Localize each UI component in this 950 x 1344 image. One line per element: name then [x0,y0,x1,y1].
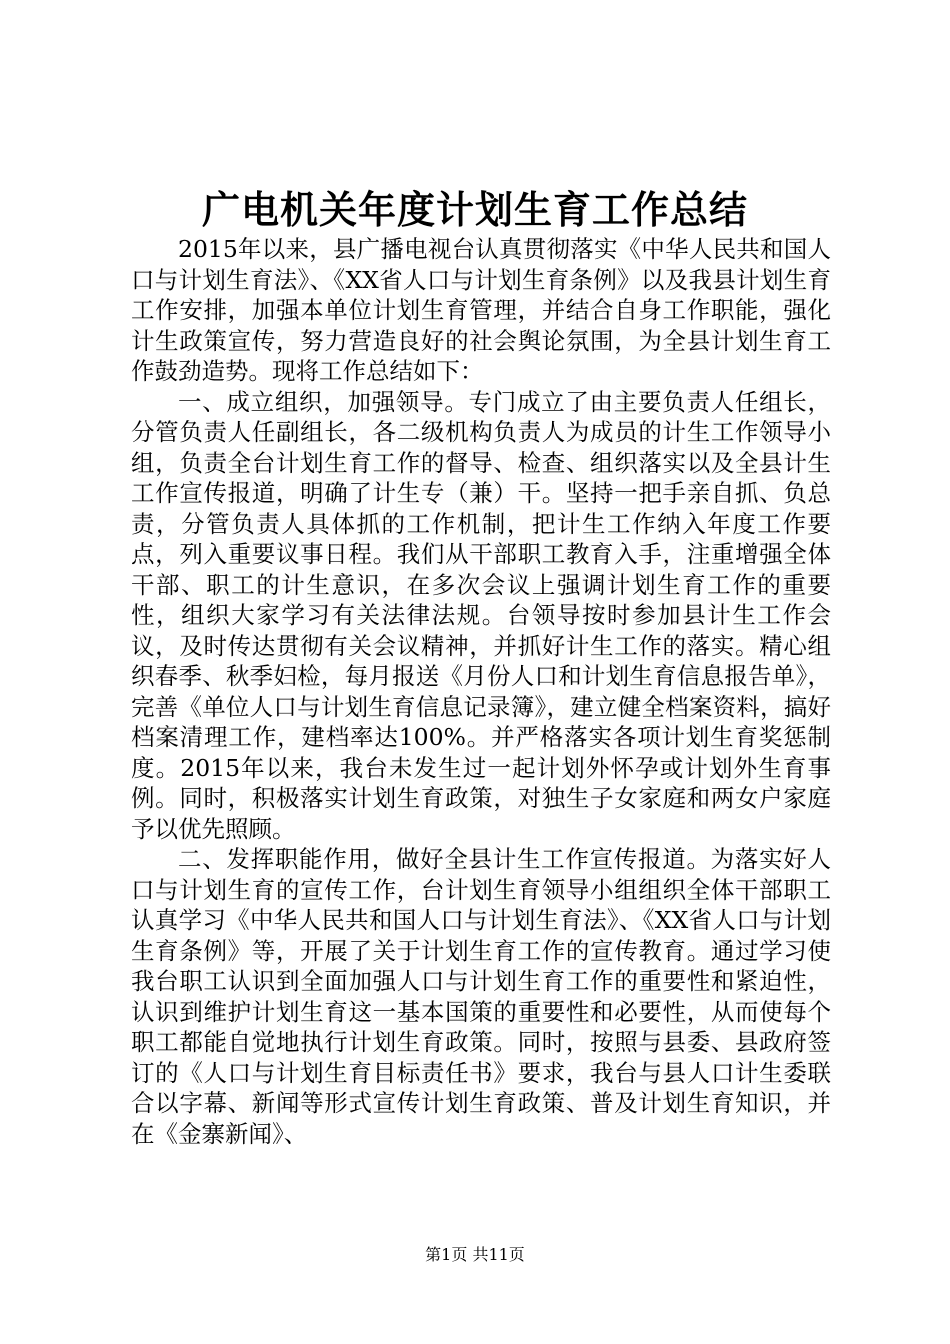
document-body [131,234,831,1149]
document-title: 广电机关年度计划生育工作总结 [201,188,748,232]
paragraph-section-1: 一、成立组织，加强领导。专门成立了由主要负责人任组长，分管负责人任副组长，各二级机构负责人为成员的计生工作领导小组，负责全台计划生育工作的督导、检查、组织落实以及全县计生工作宣传报道，明确了计生专（兼）干。坚持一把手亲自抓、负总责，分管负责人具体抓的工作机制，把计生工作纳入年度工作要点，列入重要议事日程。我们从干部职工教育入手，注重增强全体干部、职工的计生意识，在多次会议上强调计划生育工作的重要性，组织大家学习有关法律法规。台领导按时参加县计生工作会议，及时传达贯彻有关会议精神，并抓好计生工作的落实。精心组织春季、秋季妇检，每月报送《月份人口和计划生育信息报告单》，完善《单位人口与计划生育信息记录簿》，建立健全档案资料，搞好档案清理工作，建档率达100%。并严格落实各项计划生育奖惩制度。2015年以来，我台未发生过一起计划外怀孕或计划外生育事例。同时，积极落实计划生育政策，对独生子女家庭和两女户家庭予以优先照顾。 [131,387,831,843]
paragraph-section-2: 二、发挥职能作用，做好全县计生工作宣传报道。为落实好人口与计划生育的宣传工作，台计划生育领导小组组织全体干部职工认真学习《中华人民共和国人口与计划生育法》、《XX省人口与计划生育条例》等，开展了关于计划生育工作的宣传教育。通过学习使我台职工认识到全面加强人口与计划生育工作的重要性和紧迫性，认识到维护计划生育这一基本国策的重要性和必要性，从而使每个职工都能自觉地执行计划生育政策。同时，按照与县委、县政府签订的《人口与计划生育目标责任书》要求，我台与县人口计生委联合以字幕、新闻等形式宣传计划生育政策、普及计划生育知识，并在《金寨新闻》、 [131,845,831,1148]
paragraph-intro: 2015年以来，县广播电视台认真贯彻落实《中华人民共和国人口与计划生育法》、《XX省人口与计划生育条例》以及我县计划生育工作安排，加强本单位计划生育管理，并结合自身工作职能，强化计生政策宣传，努力营造良好的社会舆论氛围，为全县计划生育工作鼓劲造势。现将工作总结如下： [131,235,831,385]
page-number-footer: 第1页 共11页 [425,1245,525,1264]
